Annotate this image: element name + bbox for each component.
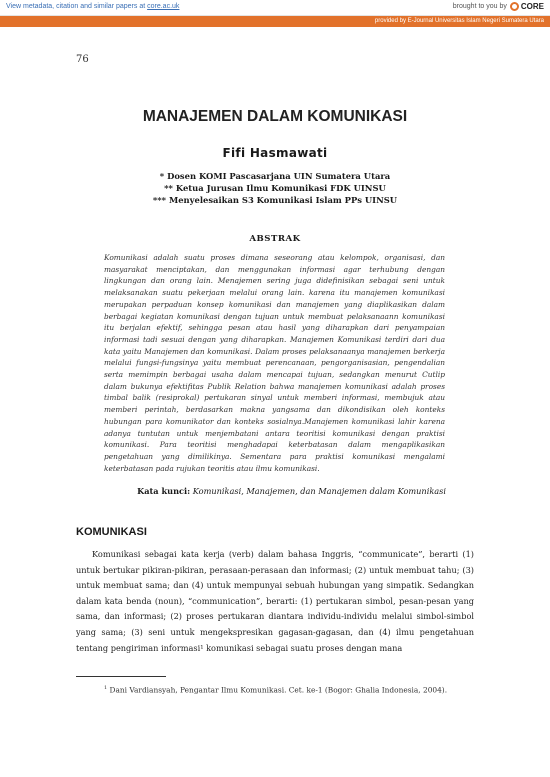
- abstract-heading: ABSTRAK: [249, 234, 301, 244]
- provided-by-text: provided by E-Journal Universitas Islam Negeri Sumatera Utara: [374, 18, 544, 24]
- affiliation-line: ** Ketua Jurusan Ilmu Komunikasi FDK UINSU: [164, 183, 386, 193]
- keywords: [137, 486, 446, 496]
- core-logo[interactable]: [510, 2, 544, 11]
- paper-title: MANAJEMEN DALAM KOMUNIKASI: [142, 108, 408, 125]
- provided-by-banner[interactable]: [0, 16, 550, 27]
- section-heading: KOMUNIKASI: [76, 526, 147, 538]
- core-banner: [0, 0, 550, 16]
- core-ac-uk-link[interactable]: core.ac.uk: [147, 3, 180, 10]
- author-name: Fifi Hasmawati: [222, 146, 328, 160]
- footnote: [104, 685, 447, 694]
- core-logo-icon: [510, 2, 519, 11]
- affiliation-line: * Dosen KOMI Pascasarjana UIN Sumatera Utara: [159, 171, 391, 181]
- keywords-label: Kata kunci:: [137, 486, 191, 496]
- footnote-number: 1: [104, 685, 108, 691]
- affiliation-line: *** Menyelesaikan S3 Komunikasi Islam PPs UINSU: [152, 195, 398, 205]
- page-number: 76: [76, 54, 89, 65]
- footnote-text: Dani Vardiansyah, Pengantar Ilmu Komunikasi. Cet. ke-1 (Bogor: Ghalia Indonesia, 2004).: [109, 685, 448, 695]
- core-metadata-link[interactable]: [6, 3, 179, 10]
- section-body-text: Komunikasi sebagai kata kerja (verb) dalam bahasa Inggris, “communicate”, berarti (1) untuk bertukar pikiran-pikiran, perasaan-perasaan dan informasi; (2) untuk membuat tahu; (3) untuk membuat sama; dan (4) untuk mempunyai sebuah hubungan yang simpatik. Sedangkan dalam kata benda (noun), “communication”, berarti: (1) pertukaran simbol, pesan-pesan yang sama, dan informasi; (2) proses pertukaran diantara individu-individu melalui simbol-simbol yang sama; (3) seni untuk mengekspresikan gagasan-gagasan, dan (4) ilmu pengetahuan tentang pengiriman informasi¹ komunikasi sebagai suatu proses dengan mana: [76, 549, 474, 653]
- author-affiliations: [0, 170, 550, 206]
- core-metadata-text: View metadata, citation and similar papers at: [6, 3, 146, 10]
- keywords-value: Komunikasi, Manajemen, dan Manajemen dalam Komunikasi: [192, 486, 446, 496]
- abstract-text: Komunikasi adalah suatu proses dimana seseorang atau kelompok, organisasi, dan masyarakat menciptakan, dan menggunakan informasi agar terhubung dengan lingkungan dan orang lain. Menajemen sering juga didefinisikan sebagai seni untuk melaksanakan suatu pekerjaan melalui orang lain. karena itu manajemen komunikasi merupakan perpaduan konsep komunikasi dan manajemen yang diaplikasikan dalam berbagai kegiatan komunikasi dengan tujuan untuk membuat pelaksanaann komunikasi itu berjalan efektif, sehingga pesan atau hasil yang diharapkan dari penyampaian informasi tadi sesuai dengan yang diharapkan. Manajemen Komunikasi terdiri dari dua kata yaitu Manajemen dan komunikasi. Dalam proses pelaksanaanya manajemen berkerja melalui fungsi-fungsinya yaitu membuat perencanaan, pengorganisasian, pengendalian serta memimpin berbagai usaha dalam mencapai tujuan, sedangkan menurut Cutlip dalam bukunya efektifitas Publik Relation bahwa manajemen komunikasi adalah proses timbal balik (resiprokal) pertukaran sinyal untuk memberi informasi, membujuk atau memberi perintah, berdasarkan makna yangsama dan dikondisikan oleh konteks hubungan para komunikator dan konteks sosialnya.Manajemen komunikasi lahir karena adanya tuntutan untuk menjembatani antara teoritisi komunikasi dengan praktisi komunikasi. Para teoritisi menghadapai keterbatasan dalam mengaplikasikan pengetahuan yang dimilikinya. Sementara para praktisi komunikasi mengalami keterbatasan pada rujukan teoritis atau ilmu komunikasi.: [104, 253, 445, 473]
- core-brought-by[interactable]: [453, 2, 544, 11]
- footnote-divider: [76, 676, 166, 677]
- brought-by-text: brought to you by: [452, 3, 507, 10]
- core-logo-text: CORE: [520, 2, 544, 11]
